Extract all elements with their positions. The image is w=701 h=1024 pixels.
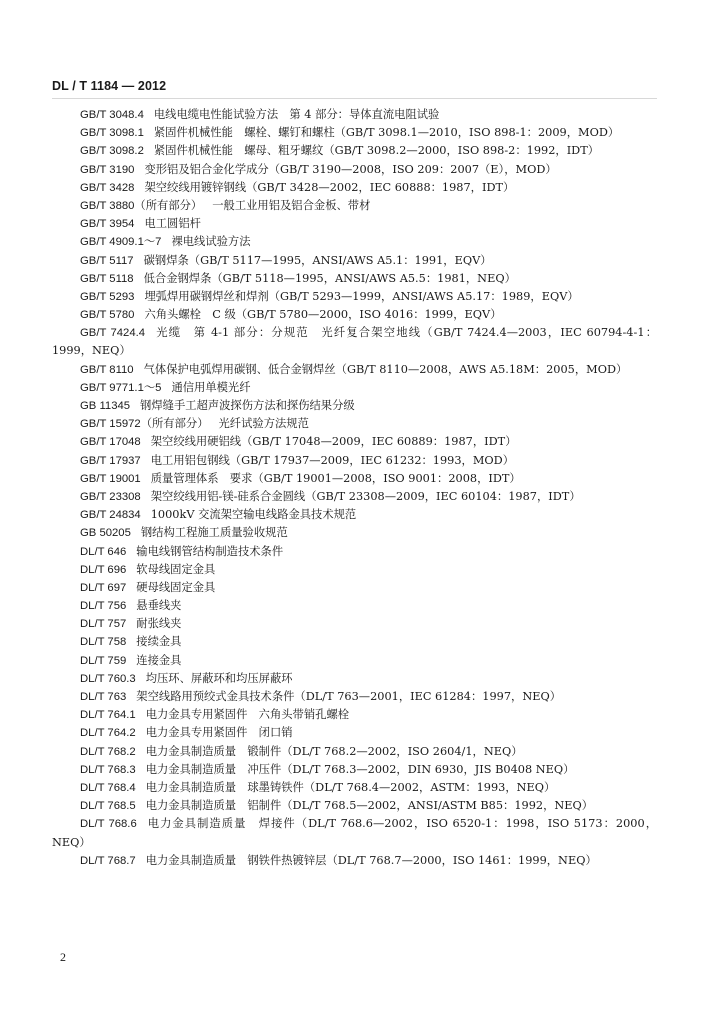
reference-title: 电力金具专用紧固件 六角头带销孔螺栓 [145,708,350,722]
reference-item [52,433,657,451]
reference-item [52,615,657,633]
reference-title: 架空绞线用镀锌钢线（GB/T 3428—2002，IEC 60888：1987，IDT） [144,180,515,194]
reference-title: 均压环、屏蔽环和均压屏蔽环 [145,671,293,685]
reference-item [52,633,657,651]
reference-item [52,379,657,397]
reference-item [52,106,657,124]
reference-title: 硬母线固定金具 [136,580,216,594]
reference-item [52,761,657,779]
reference-item [52,779,657,797]
reference-item [52,252,657,270]
reference-item [52,688,657,706]
reference-item [52,270,657,288]
reference-title: 接续金具 [136,635,182,649]
normative-references-list [52,106,657,870]
reference-code: DL/T 758 [80,636,127,649]
reference-item [52,361,657,379]
reference-code: DL/T 768.2 [80,745,136,758]
reference-item [52,561,657,579]
reference-code: GB/T 5117 [80,254,134,267]
reference-title: 通信用单模光纤 [171,380,251,394]
reference-code: GB/T 19001 [80,472,141,485]
reference-title: 钢焊缝手工超声波探伤方法和探伤结果分级 [140,399,355,413]
reference-code: GB/T 3190 [80,163,135,176]
reference-item [52,197,657,215]
reference-title: 1000kV 交流架空输电线路金具技术规范 [150,508,357,522]
reference-code: GB/T 3880（所有部分） [80,199,203,212]
reference-code: GB/T 5118 [80,272,134,285]
reference-item [52,543,657,561]
reference-title: 悬垂线夹 [136,599,182,613]
reference-title: 电力金具制造质量 冲压件（DL/T 768.3—2002，DIN 6930，JIS B0408 NEQ） [145,762,575,776]
reference-code: GB/T 3048.4 [80,109,144,121]
reference-item [52,288,657,306]
reference-code: DL/T 768.3 [80,763,136,776]
reference-item [52,397,657,415]
reference-code: GB/T 4909.1～7 [80,236,162,249]
reference-title: 电力金具制造质量 钢铁件热镀锌层（DL/T 768.7—2000，ISO 1461：1999，NEQ） [145,853,597,867]
reference-item [52,142,657,160]
reference-title: 钢结构工程施工质量验收规范 [140,526,288,540]
reference-title: 电工用铝包钢线（GB/T 17937—2009，IEC 61232：1993，MOD） [150,453,515,467]
reference-title: 输电线钢管结构制造技术条件 [136,544,284,558]
reference-title: 低合金钢焊条（GB/T 5118—1995，ANSI/AWS A5.5：1981，NEQ） [143,271,516,285]
reference-item [52,306,657,324]
reference-item [52,506,657,524]
reference-title: 六角头螺栓 C 级（GB/T 5780—2000，ISO 4016：1999，EQV） [144,308,502,322]
reference-item [52,743,657,761]
reference-title: 气体保护电弧焊用碳钢、低合金钢焊丝（GB/T 8110—2008，AWS A5.18M：2005，MOD） [143,362,628,376]
reference-title: 质量管理体系 要求（GB/T 19001—2008，ISO 9001：2008，IDT） [150,471,521,485]
reference-title: 裸电线试验方法 [171,235,251,249]
reference-item [52,815,657,851]
reference-title: 电力金具制造质量 球墨铸铁件（DL/T 768.4—2002，ASTM：1993，NEQ） [145,780,556,794]
reference-code: GB/T 17937 [80,454,141,467]
reference-code: DL/T 768.4 [80,781,136,794]
reference-title: 架空线路用预绞式金具技术条件（DL/T 763—2001，IEC 61284：1997，NEQ） [136,690,562,704]
reference-item [52,852,657,870]
reference-code: GB/T 23308 [80,490,141,503]
reference-code: DL/T 757 [80,618,127,631]
reference-code: GB/T 15972（所有部分） [80,418,209,431]
reference-item [52,524,657,542]
reference-item [52,579,657,597]
reference-code: DL/T 696 [80,563,127,576]
reference-code: GB/T 5293 [80,290,135,303]
reference-item [52,670,657,688]
reference-item [52,452,657,470]
reference-code: DL/T 768.5 [80,800,136,813]
reference-title: 紧固件机械性能 螺母、粗牙螺纹（GB/T 3098.2—2000，ISO 898-2：1992，IDT） [153,144,600,158]
reference-code: GB/T 3098.1 [80,127,144,140]
document-header-code: DL / T 1184 — 2012 [52,79,167,93]
reference-title: 电工圆铝杆 [144,217,201,231]
reference-item [52,724,657,742]
reference-code: GB/T 5780 [80,309,135,322]
reference-code: DL/T 646 [80,545,127,558]
reference-code: GB/T 7424.4 [80,327,146,340]
reference-code: GB/T 17048 [80,436,141,449]
reference-title: 连接金具 [136,653,182,667]
reference-item [52,597,657,615]
reference-code: DL/T 764.1 [80,709,136,722]
reference-code: DL/T 768.7 [80,854,136,867]
reference-item [52,797,657,815]
reference-code: GB/T 8110 [80,363,134,376]
reference-title: 软母线固定金具 [136,562,216,576]
reference-item [52,652,657,670]
reference-item [52,324,657,360]
reference-code: DL/T 763 [80,691,127,704]
reference-item [52,706,657,724]
reference-code: DL/T 768.6 [80,818,137,831]
reference-code: GB/T 3428 [80,181,135,194]
reference-title: 电力金具专用紧固件 闭口销 [145,726,293,740]
reference-title: 电力金具制造质量 铝制件（DL/T 768.5—2002，ANSI/ASTM B85：1992，NEQ） [145,799,594,813]
header-rule [52,98,657,99]
reference-code: GB/T 3954 [80,218,135,231]
reference-code: DL/T 759 [80,654,127,667]
reference-code: GB 11345 [80,400,131,413]
reference-item [52,215,657,233]
reference-title: 碳钢焊条（GB/T 5117—1995，ANSI/AWS A5.1：1991，EQV） [143,253,492,267]
reference-code: GB 50205 [80,527,131,540]
reference-code: DL/T 756 [80,600,127,613]
reference-title: 耐张线夹 [136,617,182,631]
reference-code: GB/T 24834 [80,509,141,522]
reference-item [52,179,657,197]
reference-title: 架空绞线用铝-镁-硅系合金圆线（GB/T 23308—2009，IEC 60104：1987，IDT） [150,489,581,503]
reference-title: 光缆 第 4-1 部分：分规范 光纤复合架空地线（GB/T 7424.4—2003，IEC 60794-4-1：1999，NEQ） [52,326,657,358]
reference-item [52,470,657,488]
reference-code: DL/T 764.2 [80,727,136,740]
reference-code: GB/T 9771.1～5 [80,381,162,394]
reference-item [52,124,657,142]
reference-title: 电力金具制造质量 锻制件（DL/T 768.2—2002，ISO 2604/1，NEQ） [145,744,523,758]
reference-title: 变形铝及铝合金化学成分（GB/T 3190—2008，ISO 209：2007（E），MOD） [144,162,557,176]
reference-title: 光纤试验方法规范 [218,417,309,431]
reference-title: 埋弧焊用碳钢焊丝和焊剂（GB/T 5293—1999，ANSI/AWS A5.17：1989，EQV） [144,289,579,303]
reference-title: 架空绞线用硬铝线（GB/T 17048—2009，IEC 60889：1987，IDT） [150,435,517,449]
reference-item [52,415,657,433]
reference-item [52,161,657,179]
reference-title: 一般工业用铝及铝合金板、带材 [212,198,371,212]
page-number: 2 [60,950,66,964]
reference-item [52,233,657,251]
reference-code: DL/T 697 [80,581,127,594]
reference-code: GB/T 3098.2 [80,145,144,158]
reference-title: 电线电缆电性能试验方法 第 4 部分：导体直流电阻试验 [153,108,440,121]
reference-code: DL/T 760.3 [80,672,136,685]
reference-title: 紧固件机械性能 螺栓、螺钉和螺柱（GB/T 3098.1—2010，ISO 898-1：2009，MOD） [153,126,620,140]
reference-item [52,488,657,506]
reference-title: 电力金具制造质量 焊接件（DL/T 768.6—2002，ISO 6520-1：1998，ISO 5173：2000，NEQ） [52,817,657,849]
